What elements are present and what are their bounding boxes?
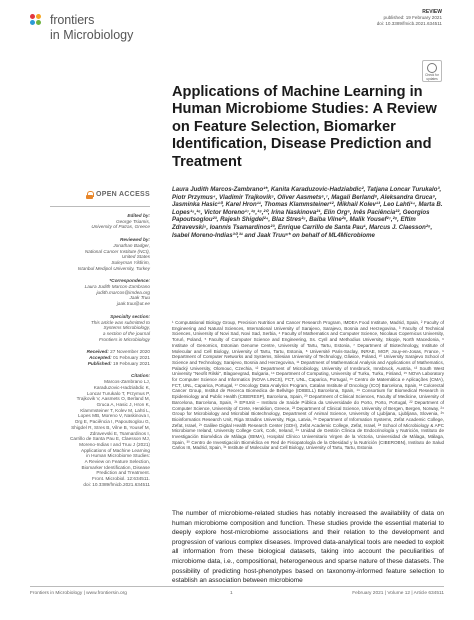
reviewed-by-section: [30, 237, 150, 271]
author-list: Laura Judith Marcos-Zambrano¹*, Kanita Karaduzovic-Hadziabdic², Tatjana Loncar Turukalo³, Piotr Przymus⁴, Vladimir Trajkovik⁵, Oliver Aasmets⁶,⁷, Magali Berland⁸, Aleksandra Gruca⁹, Jasminka Hasic¹⁰, Karel Hron¹¹, Thomas Klammsteiner¹², Mikhail Kolev¹³, Leo Lahti¹⁴, Marta B. Lopes¹⁵,¹⁶, Victor Moreno¹⁷,¹⁸,¹⁹,²⁰, Irina Naskinova²¹, Elin Org⁶, Inês Paciência²², Georgios Papoutsoglou²³, Rajesh Shigdel²⁴, Blaz Stres²⁵, Baiba Vilne²⁶, Malik Yousef²⁷,²⁸, Eftim Zdravevski⁵, Ioannis Tsamardinos²³, Enrique Carrillo de Santa Pau¹, Marcus J. Claesson²⁹, Isabel Moreno-Indias³⁰,³¹ and Jaak Truu⁶* on behalf of ML4Microbiome: [172, 186, 443, 239]
citation-label: Citation:: [130, 373, 150, 379]
published-date: published: 19 February 2021: [383, 15, 442, 21]
frontiers-logo[interactable]: [30, 13, 140, 47]
citation-line: Loncar Turukalo T, Przymus P,: [86, 390, 150, 396]
citation-line: Org E, Paciência I, Papoutsoglou G,: [74, 419, 150, 425]
citation-line: Zdravevski E, Tsamardinos I,: [89, 430, 150, 436]
reviewer-line: Suleyman Yildirim,: [111, 259, 150, 265]
citation-line: Prediction and Treatment.: [96, 470, 150, 476]
article-type: REVIEW: [422, 9, 442, 15]
citation-line: Biomarker Identification, Disease: [81, 464, 150, 470]
article-sidebar: [30, 185, 150, 495]
citation-line: Trajkovik V, Aasmets O, Berland M,: [76, 396, 150, 402]
correspondence-email-link[interactable]: jaak.truu@ut.ee: [116, 301, 150, 307]
citation-line: Applications of Machine Learning: [80, 447, 150, 453]
correspondence-name: Laura Judith Marcos-Zambrano: [84, 284, 150, 290]
accepted-label: Accepted:: [89, 355, 112, 361]
reviewer-line: United States: [121, 254, 150, 260]
received-date: 27 November 2020: [110, 349, 150, 355]
edited-by-section: [30, 213, 150, 230]
affiliations: ¹ Computational Biology Group, Precision Nutrition and Cancer Research Program, IMDEA Food Institute, Madrid, Spain, ² Faculty of Engineering and Natural Sciences, International University of Sarajevo, Sarajevo, Bosnia and Herzegovina, ³ Faculty of Technical Sciences, University of Novi Sad, Novi Sad, Serbia, ⁴ Faculty of Mathematics and Computer Science, Nicolaus Copernicus University, Toruń, Poland, ⁵ Faculty of Computer Science and Engineering, Ss. Cyril and Methodius University, Skopje, North Macedonia, ⁶ Institute of Genomics, Estonian Genome Centre, University of Tartu, Tartu, Estonia, ⁷ Department of Biotechnology, Institute of Molecular and Cell Biology, University of Tartu, Tartu, Estonia, ⁸ Université Paris-Saclay, INRAE, MGP, Jouy-en-Josas, France, ⁹ Department of Computer Networks and Systems, Silesian University of Technology, Gliwice, Poland, ¹⁰ University Sarajevo School of Science and Technology, Sarajevo, Bosnia and Herzegovina, ¹¹ Department of Mathematical Analysis and Applications of Mathematics, Palacký University, Olomouc, Czechia, ¹² Department of Microbiology, University of Innsbruck, Innsbruck, Austria, ¹³ South West University "Neofit Rilski", Blagoevgrad, Bulgaria, ¹⁴ Department of Computing, University of Turku, Turku, Finland, ¹⁵ NOVA Laboratory for Computer Science and Informatics (NOVA LINCS), FCT, UNL, Caparica, Portugal, ¹⁶ Centro de Matemática e Aplicações (CMA), FCT, UNL, Caparica, Portugal, ¹⁷ Oncology Data Analytics Program, Catalan Institute of Oncology (ICO) Barcelona, Spain, ¹⁸ Colorectal Cancer Group, Institut de Recerca Biomedica de Bellvitge (IDIBELL) Barcelona, Spain, ¹⁹ Consortium for Biomedical Research in Epidemiology and Public Health (CIBERESP), Barcelona, Spain, ²⁰ Department of Clinical Sciences, Faculty of Medicine, University of Barcelona, Barcelona, Spain, ²¹ EPIUnit – Instituto de Saúde Pública da Universidade do Porto, Porto, Portugal, ²² Department of Computer Science, University of Crete, Heraklion, Greece, ²³ Department of Clinical Science, University of Bergen, Bergen, Norway, ²⁴ Group for Microbiology and Microbial Biotechnology, Department of Animal Science, University of Ljubljana, Ljubljana, Slovenia, ²⁵ Bioinformatics Research Unit, Riga Stradins University, Riga, Latvia, ²⁶ Department of Information Systems, Zefat Academic College, Zefat, Israel, ²⁷ Galilee Digital Health Research Center (GDH), Zefat Academic College, Zefat, Israel, ²⁸ School of Microbiology & APC Microbiome Ireland, University College Cork, Cork, Ireland, ²⁹ Unidad de Gestión Clínica de Endocrinología y Nutrición, Instituto de Investigación Biomédica de Málaga (IBIMA), Hospital Clínico Universitario Virgen de la Victoria, Universidad de Málaga, Málaga, Spain, ³⁰ Centro de Investigación Biomédica en Red de Fisiopatología de la Obesidad y la Nutrición (CIBEROBN), Instituto de Salud Carlos III, Madrid, Spain, ³¹ Institute of Molecular and Cell Biology, University of Tartu, Tartu, Estonia: [172, 320, 444, 451]
specialty-section: [30, 314, 150, 343]
page-number: 1: [230, 591, 233, 596]
specialty-line: a section of the journal: [102, 330, 150, 336]
accepted-date: 01 February 2021: [112, 355, 150, 361]
citation-line: Shigdel R, Stres B, Vilne B, Yousef M,: [71, 424, 150, 430]
edited-by-label: Edited by:: [127, 213, 150, 218]
editor-line: George Tsiamis,: [116, 218, 150, 224]
correspondence-section: [30, 278, 150, 307]
citation-line: Gruca A, Hasic J, Hron K,: [96, 401, 150, 407]
citation-line: Carrillo de Santa Pau E, Claesson MJ,: [70, 436, 150, 442]
correspondence-name: Jaak Truu: [129, 295, 150, 301]
open-access-lock-icon: [86, 191, 93, 199]
correspondence-label: *Correspondence:: [109, 278, 150, 284]
published-date-sidebar: 19 February 2021: [112, 360, 150, 366]
open-access-badge: [30, 191, 150, 199]
reviewed-by-label: Reviewed by:: [120, 237, 150, 243]
open-access-label: OPEN ACCESS: [96, 191, 150, 199]
citation-line: Lopes MB, Moreno V, Naskinova I,: [78, 413, 150, 419]
reviewer-line: Jonathan Badger,: [113, 242, 150, 248]
reviewer-line: National Cancer Institute (NCI),: [84, 248, 150, 254]
reviewer-line: Istanbul Medipol University, Turkey: [77, 265, 150, 271]
publication-info: [377, 10, 442, 26]
check-for-updates-button[interactable]: [422, 60, 442, 82]
citation-line: Front. Microbiol. 12:634511.: [91, 476, 150, 482]
citation-line: Moreno-Indias I and Truu J (2021): [79, 441, 150, 447]
specialty-label: Specialty section:: [110, 313, 150, 319]
frontiers-logo-mark-icon: [30, 14, 46, 30]
abstract: The number of microbiome-related studies has notably increased the availability of data on human microbiome composition and function. These studies provide the essential material to deeply explore host-microbiome associations and their relation to the development and progression of various complex diseases. Improved data-analytical tools are needed to exploit all information from these biological datasets, taking into account the peculiarities of microbiome data, i.e., compositional, heterogeneous and sparse nature of these datasets. The possibility of predicting host-phenotypes based on taxonomy-informed feature selection to establish an association between microbiome: [172, 510, 444, 585]
citation-doi-link[interactable]: doi: 10.3389/fmicb.2021.634511: [83, 481, 150, 487]
specialty-line: Frontiers in Microbiology: [98, 336, 150, 342]
footer-article-info: February 2021 | Volume 12 | Article 634511: [352, 591, 444, 596]
citation-line: Marcos-Zambrano LJ,: [104, 379, 150, 385]
brand-name: frontiers: [50, 13, 95, 27]
check-for-updates-label: Check for updates: [425, 73, 439, 81]
doi-link[interactable]: doi: 10.3389/fmicb.2021.634511: [376, 20, 442, 26]
citation-line: A Review on Feature Selection,: [84, 459, 150, 465]
specialty-line: Systems Microbiology,: [103, 325, 150, 331]
check-for-updates-icon: [427, 63, 437, 73]
page-footer: [30, 586, 444, 596]
citation-section: [30, 373, 150, 487]
correspondence-email-link[interactable]: judith.marcos@imdea.org: [96, 289, 150, 295]
citation-line: Karaduzovic-Hadziabdic K,: [93, 384, 150, 390]
citation-line: in Human Microbiome Studies:: [86, 453, 150, 459]
article-title: Applications of Machine Learning in Human Microbiome Studies: A Review on Feature Selection, Biomarker Identification, Disease Prediction and Treatment: [172, 84, 437, 170]
journal-name: in Microbiology: [50, 28, 134, 42]
sidebar-divider: [50, 206, 150, 207]
dates-section: [30, 349, 150, 366]
specialty-line: This article was submitted to: [90, 319, 150, 325]
received-label: Received:: [86, 349, 109, 355]
footer-journal-link[interactable]: Frontiers in Microbiology | www.frontiersin.org: [30, 591, 127, 596]
editor-line: University of Patras, Greece: [91, 224, 150, 230]
citation-line: Klammsteiner T, Kolev M, Lahti L,: [80, 407, 150, 413]
published-label: Published:: [87, 360, 112, 366]
